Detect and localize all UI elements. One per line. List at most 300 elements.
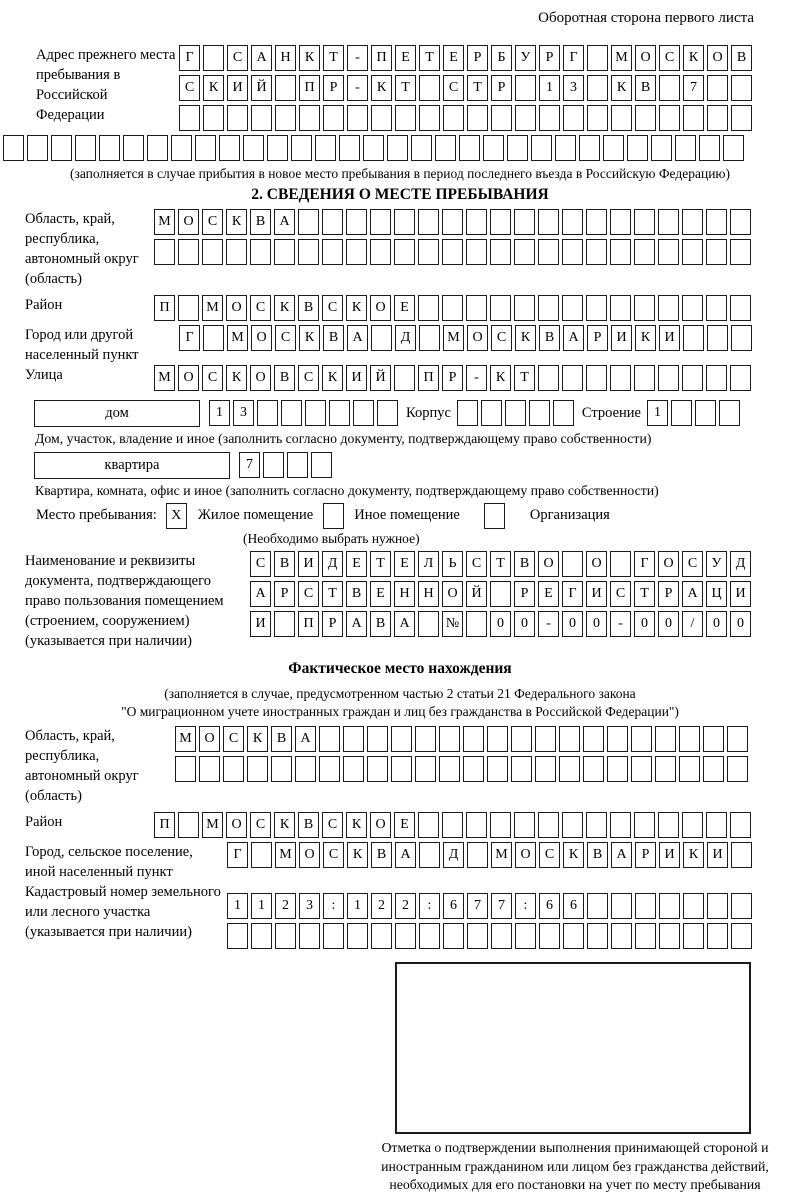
char-cell[interactable]: С (223, 726, 244, 752)
char-cell[interactable]: А (346, 611, 367, 637)
char-cell[interactable]: С (323, 842, 344, 868)
char-cell[interactable] (274, 239, 295, 265)
char-cell[interactable]: А (682, 581, 703, 607)
char-cell[interactable]: С (250, 551, 271, 577)
char-cell[interactable]: М (611, 45, 632, 71)
char-cell[interactable] (695, 400, 716, 426)
char-cell[interactable]: П (154, 812, 175, 838)
char-cell[interactable]: Г (179, 45, 200, 71)
char-cell[interactable] (515, 923, 536, 949)
char-cell[interactable]: К (683, 842, 704, 868)
char-cell[interactable]: О (178, 365, 199, 391)
char-cell[interactable] (466, 812, 487, 838)
char-cell[interactable] (559, 726, 580, 752)
char-cell[interactable]: Р (322, 611, 343, 637)
char-cell[interactable] (538, 209, 559, 235)
char-cell[interactable] (463, 726, 484, 752)
char-cell[interactable] (319, 756, 340, 782)
char-cell[interactable]: М (175, 726, 196, 752)
char-cell[interactable]: 2 (395, 893, 416, 919)
char-cell[interactable] (587, 45, 608, 71)
char-cell[interactable] (219, 135, 240, 161)
char-cell[interactable] (731, 75, 752, 101)
char-cell[interactable] (367, 756, 388, 782)
char-cell[interactable] (457, 400, 478, 426)
char-cell[interactable] (226, 239, 247, 265)
char-cell[interactable] (610, 209, 631, 235)
char-cell[interactable]: Т (370, 551, 391, 577)
char-cell[interactable]: К (274, 812, 295, 838)
char-cell[interactable]: О (538, 551, 559, 577)
char-cell[interactable]: О (226, 812, 247, 838)
char-cell[interactable] (363, 135, 384, 161)
char-cell[interactable]: 0 (562, 611, 583, 637)
char-cell[interactable]: К (299, 45, 320, 71)
char-cell[interactable] (562, 812, 583, 838)
char-cell[interactable] (299, 923, 320, 949)
char-cell[interactable]: 1 (251, 893, 272, 919)
char-cell[interactable]: С (227, 45, 248, 71)
char-cell[interactable] (699, 135, 720, 161)
char-cell[interactable] (343, 756, 364, 782)
char-cell[interactable]: О (250, 365, 271, 391)
char-cell[interactable] (247, 756, 268, 782)
char-cell[interactable] (487, 726, 508, 752)
char-cell[interactable] (559, 756, 580, 782)
char-cell[interactable] (418, 611, 439, 637)
char-cell[interactable]: - (347, 45, 368, 71)
char-cell[interactable] (731, 842, 752, 868)
char-cell[interactable]: А (295, 726, 316, 752)
char-cell[interactable]: 0 (586, 611, 607, 637)
char-cell[interactable] (271, 756, 292, 782)
char-cell[interactable] (727, 726, 748, 752)
char-cell[interactable] (298, 209, 319, 235)
char-cell[interactable] (531, 135, 552, 161)
char-cell[interactable]: М (227, 325, 248, 351)
char-cell[interactable]: В (587, 842, 608, 868)
char-cell[interactable] (731, 105, 752, 131)
char-cell[interactable]: О (635, 45, 656, 71)
char-cell[interactable] (51, 135, 72, 161)
char-cell[interactable] (563, 105, 584, 131)
char-cell[interactable] (443, 105, 464, 131)
char-cell[interactable] (419, 842, 440, 868)
char-cell[interactable]: П (299, 75, 320, 101)
char-cell[interactable]: Т (490, 551, 511, 577)
char-cell[interactable] (719, 400, 740, 426)
char-cell[interactable] (75, 135, 96, 161)
char-cell[interactable] (418, 209, 439, 235)
char-cell[interactable] (411, 135, 432, 161)
char-cell[interactable]: А (274, 209, 295, 235)
char-cell[interactable]: О (467, 325, 488, 351)
char-cell[interactable] (275, 923, 296, 949)
char-cell[interactable] (463, 756, 484, 782)
char-cell[interactable] (178, 295, 199, 321)
char-cell[interactable]: 2 (275, 893, 296, 919)
char-cell[interactable]: С (202, 365, 223, 391)
char-cell[interactable] (123, 135, 144, 161)
char-cell[interactable] (507, 135, 528, 161)
char-cell[interactable] (707, 325, 728, 351)
char-cell[interactable] (263, 452, 284, 478)
char-cell[interactable]: Т (514, 365, 535, 391)
char-cell[interactable]: О (515, 842, 536, 868)
char-cell[interactable] (511, 726, 532, 752)
char-cell[interactable] (611, 923, 632, 949)
char-cell[interactable] (154, 239, 175, 265)
char-cell[interactable] (346, 209, 367, 235)
char-cell[interactable] (243, 135, 264, 161)
char-cell[interactable]: К (299, 325, 320, 351)
char-cell[interactable] (202, 239, 223, 265)
char-cell[interactable]: Р (514, 581, 535, 607)
char-cell[interactable]: К (371, 75, 392, 101)
char-cell[interactable] (514, 209, 535, 235)
char-cell[interactable]: О (299, 842, 320, 868)
char-cell[interactable]: Е (394, 812, 415, 838)
char-cell[interactable] (295, 756, 316, 782)
char-cell[interactable]: 0 (706, 611, 727, 637)
organization-checkbox[interactable] (484, 503, 505, 529)
char-cell[interactable]: М (154, 365, 175, 391)
char-cell[interactable] (562, 209, 583, 235)
char-cell[interactable] (659, 105, 680, 131)
char-cell[interactable] (418, 295, 439, 321)
char-cell[interactable] (579, 135, 600, 161)
char-cell[interactable] (203, 325, 224, 351)
char-cell[interactable] (610, 239, 631, 265)
char-cell[interactable] (275, 75, 296, 101)
char-cell[interactable] (339, 135, 360, 161)
char-cell[interactable]: К (635, 325, 656, 351)
char-cell[interactable]: В (298, 812, 319, 838)
char-cell[interactable]: Р (491, 75, 512, 101)
char-cell[interactable] (27, 135, 48, 161)
char-cell[interactable]: К (563, 842, 584, 868)
char-cell[interactable] (655, 756, 676, 782)
char-cell[interactable] (3, 135, 24, 161)
char-cell[interactable]: Н (418, 581, 439, 607)
char-cell[interactable] (583, 726, 604, 752)
char-cell[interactable]: 7 (467, 893, 488, 919)
char-cell[interactable] (583, 756, 604, 782)
char-cell[interactable]: Т (323, 45, 344, 71)
char-cell[interactable] (706, 365, 727, 391)
char-cell[interactable] (367, 726, 388, 752)
char-cell[interactable] (343, 726, 364, 752)
char-cell[interactable]: С (322, 295, 343, 321)
char-cell[interactable] (539, 923, 560, 949)
char-cell[interactable] (250, 239, 271, 265)
char-cell[interactable]: А (395, 842, 416, 868)
char-cell[interactable]: 1 (209, 400, 230, 426)
char-cell[interactable] (587, 923, 608, 949)
char-cell[interactable] (274, 611, 295, 637)
char-cell[interactable]: В (731, 45, 752, 71)
char-cell[interactable]: Г (179, 325, 200, 351)
char-cell[interactable]: В (298, 295, 319, 321)
char-cell[interactable] (178, 239, 199, 265)
char-cell[interactable] (658, 365, 679, 391)
char-cell[interactable] (658, 239, 679, 265)
char-cell[interactable] (730, 239, 751, 265)
char-cell[interactable] (727, 756, 748, 782)
char-cell[interactable]: Е (394, 551, 415, 577)
char-cell[interactable] (257, 400, 278, 426)
char-cell[interactable] (203, 105, 224, 131)
char-cell[interactable] (418, 812, 439, 838)
char-cell[interactable] (442, 812, 463, 838)
char-cell[interactable] (315, 135, 336, 161)
char-cell[interactable]: М (202, 295, 223, 321)
char-cell[interactable] (706, 209, 727, 235)
char-cell[interactable]: К (247, 726, 268, 752)
char-cell[interactable]: И (227, 75, 248, 101)
char-cell[interactable]: С (250, 812, 271, 838)
char-cell[interactable]: А (611, 842, 632, 868)
char-cell[interactable] (730, 812, 751, 838)
char-cell[interactable] (99, 135, 120, 161)
char-cell[interactable] (535, 726, 556, 752)
char-cell[interactable]: Г (634, 551, 655, 577)
char-cell[interactable]: Д (443, 842, 464, 868)
char-cell[interactable] (683, 105, 704, 131)
char-cell[interactable] (251, 923, 272, 949)
char-cell[interactable] (706, 812, 727, 838)
char-cell[interactable] (631, 726, 652, 752)
char-cell[interactable] (587, 105, 608, 131)
char-cell[interactable] (419, 105, 440, 131)
char-cell[interactable] (353, 400, 374, 426)
char-cell[interactable]: С (491, 325, 512, 351)
char-cell[interactable]: В (635, 75, 656, 101)
char-cell[interactable] (419, 325, 440, 351)
char-cell[interactable]: К (347, 842, 368, 868)
char-cell[interactable] (635, 923, 656, 949)
char-cell[interactable]: Й (251, 75, 272, 101)
char-cell[interactable] (659, 893, 680, 919)
char-cell[interactable]: И (730, 581, 751, 607)
char-cell[interactable]: Л (418, 551, 439, 577)
char-cell[interactable]: - (466, 365, 487, 391)
char-cell[interactable] (529, 400, 550, 426)
char-cell[interactable]: К (515, 325, 536, 351)
char-cell[interactable] (291, 135, 312, 161)
char-cell[interactable] (610, 295, 631, 321)
char-cell[interactable]: В (274, 551, 295, 577)
char-cell[interactable]: В (514, 551, 535, 577)
char-cell[interactable] (505, 400, 526, 426)
char-cell[interactable] (731, 923, 752, 949)
char-cell[interactable]: Ц (706, 581, 727, 607)
char-cell[interactable] (703, 756, 724, 782)
char-cell[interactable]: : (323, 893, 344, 919)
char-cell[interactable] (287, 452, 308, 478)
char-cell[interactable] (682, 365, 703, 391)
char-cell[interactable]: 1 (647, 400, 668, 426)
char-cell[interactable] (683, 923, 704, 949)
char-cell[interactable] (586, 209, 607, 235)
char-cell[interactable]: Е (346, 551, 367, 577)
char-cell[interactable] (395, 923, 416, 949)
char-cell[interactable]: 7 (239, 452, 260, 478)
char-cell[interactable]: 1 (227, 893, 248, 919)
char-cell[interactable] (682, 239, 703, 265)
char-cell[interactable] (439, 726, 460, 752)
char-cell[interactable] (682, 812, 703, 838)
char-cell[interactable] (346, 239, 367, 265)
char-cell[interactable] (707, 893, 728, 919)
char-cell[interactable] (179, 105, 200, 131)
char-cell[interactable] (370, 209, 391, 235)
char-cell[interactable] (347, 923, 368, 949)
char-cell[interactable]: Е (394, 295, 415, 321)
char-cell[interactable] (679, 726, 700, 752)
char-cell[interactable] (467, 105, 488, 131)
char-cell[interactable] (679, 756, 700, 782)
char-cell[interactable]: / (682, 611, 703, 637)
char-cell[interactable] (490, 581, 511, 607)
char-cell[interactable]: М (154, 209, 175, 235)
char-cell[interactable]: К (226, 365, 247, 391)
char-cell[interactable]: О (251, 325, 272, 351)
char-cell[interactable] (223, 756, 244, 782)
char-cell[interactable] (298, 239, 319, 265)
char-cell[interactable]: С (179, 75, 200, 101)
char-cell[interactable]: И (659, 325, 680, 351)
char-cell[interactable] (443, 923, 464, 949)
char-cell[interactable]: 0 (730, 611, 751, 637)
char-cell[interactable]: Р (635, 842, 656, 868)
char-cell[interactable]: И (659, 842, 680, 868)
char-cell[interactable]: П (154, 295, 175, 321)
char-cell[interactable]: Т (395, 75, 416, 101)
char-cell[interactable]: 3 (563, 75, 584, 101)
char-cell[interactable]: О (442, 581, 463, 607)
char-cell[interactable]: А (251, 45, 272, 71)
char-cell[interactable] (539, 105, 560, 131)
char-cell[interactable] (442, 239, 463, 265)
char-cell[interactable]: И (346, 365, 367, 391)
char-cell[interactable] (611, 105, 632, 131)
char-cell[interactable] (466, 239, 487, 265)
char-cell[interactable]: Р (539, 45, 560, 71)
char-cell[interactable]: В (370, 611, 391, 637)
char-cell[interactable]: С (443, 75, 464, 101)
char-cell[interactable] (311, 452, 332, 478)
char-cell[interactable]: В (539, 325, 560, 351)
char-cell[interactable]: С (275, 325, 296, 351)
char-cell[interactable] (319, 726, 340, 752)
char-cell[interactable]: И (250, 611, 271, 637)
char-cell[interactable] (706, 295, 727, 321)
char-cell[interactable]: 0 (634, 611, 655, 637)
char-cell[interactable] (611, 893, 632, 919)
char-cell[interactable] (683, 893, 704, 919)
char-cell[interactable] (435, 135, 456, 161)
char-cell[interactable] (466, 209, 487, 235)
char-cell[interactable] (607, 756, 628, 782)
char-cell[interactable] (490, 812, 511, 838)
char-cell[interactable]: В (274, 365, 295, 391)
char-cell[interactable] (671, 400, 692, 426)
char-cell[interactable] (199, 756, 220, 782)
char-cell[interactable] (659, 923, 680, 949)
char-cell[interactable]: Ь (442, 551, 463, 577)
char-cell[interactable] (587, 893, 608, 919)
char-cell[interactable]: Й (370, 365, 391, 391)
char-cell[interactable] (538, 295, 559, 321)
char-cell[interactable]: Б (491, 45, 512, 71)
char-cell[interactable] (323, 105, 344, 131)
char-cell[interactable] (419, 923, 440, 949)
char-cell[interactable] (394, 239, 415, 265)
char-cell[interactable] (511, 756, 532, 782)
char-cell[interactable]: С (659, 45, 680, 71)
char-cell[interactable]: С (610, 581, 631, 607)
char-cell[interactable] (394, 209, 415, 235)
char-cell[interactable]: 3 (299, 893, 320, 919)
char-cell[interactable]: - (610, 611, 631, 637)
char-cell[interactable] (251, 842, 272, 868)
char-cell[interactable] (371, 325, 392, 351)
char-cell[interactable]: 1 (347, 893, 368, 919)
char-cell[interactable]: 0 (658, 611, 679, 637)
char-cell[interactable] (275, 105, 296, 131)
char-cell[interactable]: Г (562, 581, 583, 607)
char-cell[interactable] (490, 295, 511, 321)
char-cell[interactable] (603, 135, 624, 161)
char-cell[interactable] (394, 365, 415, 391)
char-cell[interactable] (442, 295, 463, 321)
char-cell[interactable]: В (250, 209, 271, 235)
char-cell[interactable] (481, 400, 502, 426)
char-cell[interactable] (586, 239, 607, 265)
char-cell[interactable]: 3 (233, 400, 254, 426)
char-cell[interactable]: : (515, 893, 536, 919)
char-cell[interactable] (538, 812, 559, 838)
char-cell[interactable] (281, 400, 302, 426)
char-cell[interactable] (586, 295, 607, 321)
char-cell[interactable] (371, 105, 392, 131)
char-cell[interactable]: № (442, 611, 463, 637)
char-cell[interactable]: Й (466, 581, 487, 607)
char-cell[interactable] (178, 812, 199, 838)
char-cell[interactable] (370, 239, 391, 265)
char-cell[interactable]: 6 (563, 893, 584, 919)
char-cell[interactable] (459, 135, 480, 161)
char-cell[interactable]: Р (323, 75, 344, 101)
char-cell[interactable] (634, 295, 655, 321)
char-cell[interactable] (651, 135, 672, 161)
char-cell[interactable]: Е (443, 45, 464, 71)
char-cell[interactable]: О (370, 295, 391, 321)
char-cell[interactable]: А (347, 325, 368, 351)
char-cell[interactable] (203, 45, 224, 71)
char-cell[interactable]: С (322, 812, 343, 838)
char-cell[interactable]: И (611, 325, 632, 351)
char-cell[interactable]: Р (274, 581, 295, 607)
char-cell[interactable] (466, 611, 487, 637)
char-cell[interactable]: У (515, 45, 536, 71)
char-cell[interactable] (439, 756, 460, 782)
char-cell[interactable] (466, 295, 487, 321)
char-cell[interactable] (175, 756, 196, 782)
char-cell[interactable] (675, 135, 696, 161)
char-cell[interactable]: Р (587, 325, 608, 351)
